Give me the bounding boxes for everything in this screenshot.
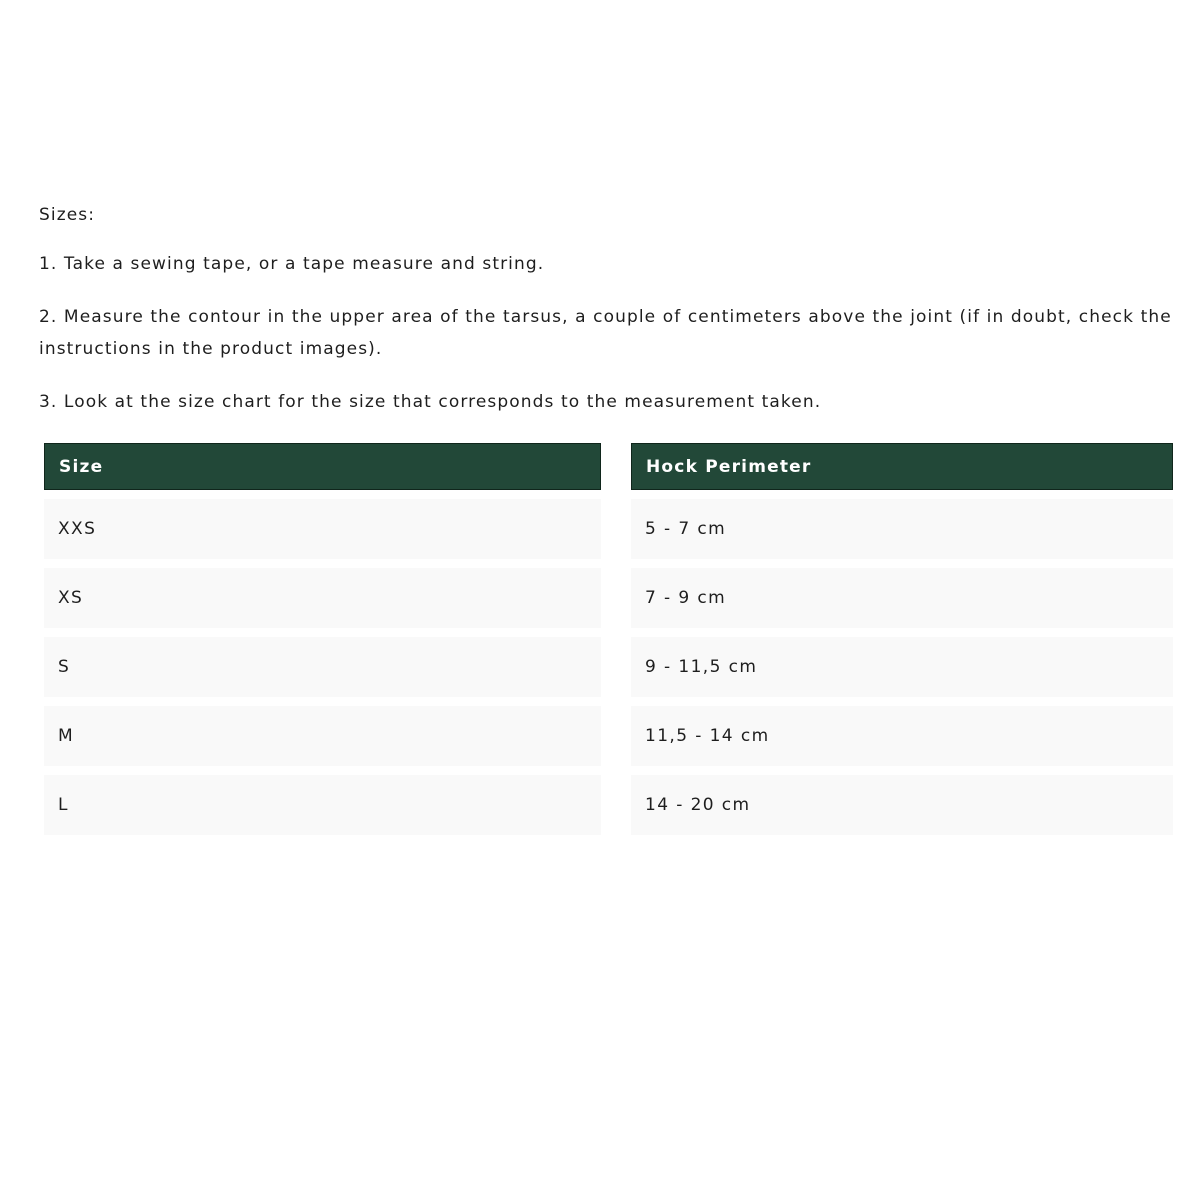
size-cell: M [44,706,601,766]
size-header: Size [44,443,601,490]
size-cell: XXS [44,499,601,559]
perimeter-cell: 9 - 11,5 cm [631,637,1173,697]
perimeter-cell: 5 - 7 cm [631,499,1173,559]
size-cell: S [44,637,601,697]
size-guide [39,203,1174,815]
hock-perimeter-column [631,443,1173,835]
hock-perimeter-header: Hock Perimeter [631,443,1173,490]
size-column [44,443,601,835]
perimeter-cell: 11,5 - 14 cm [631,706,1173,766]
size-cell: XS [44,568,601,628]
perimeter-cell: 14 - 20 cm [631,775,1173,835]
step-3: 3. Look at the size chart for the size that corresponds to the measurement taken. [39,392,822,412]
step-1: 1. Take a sewing tape, or a tape measure and string. [39,254,545,274]
perimeter-cell: 7 - 9 cm [631,568,1173,628]
size-cell: L [44,775,601,835]
intro-text: Sizes: [39,205,96,225]
step-2: 2. Measure the contour in the upper area of the tarsus, a couple of centimeters above the joint (if in doubt, check the instructions in the product images). [39,307,1172,359]
